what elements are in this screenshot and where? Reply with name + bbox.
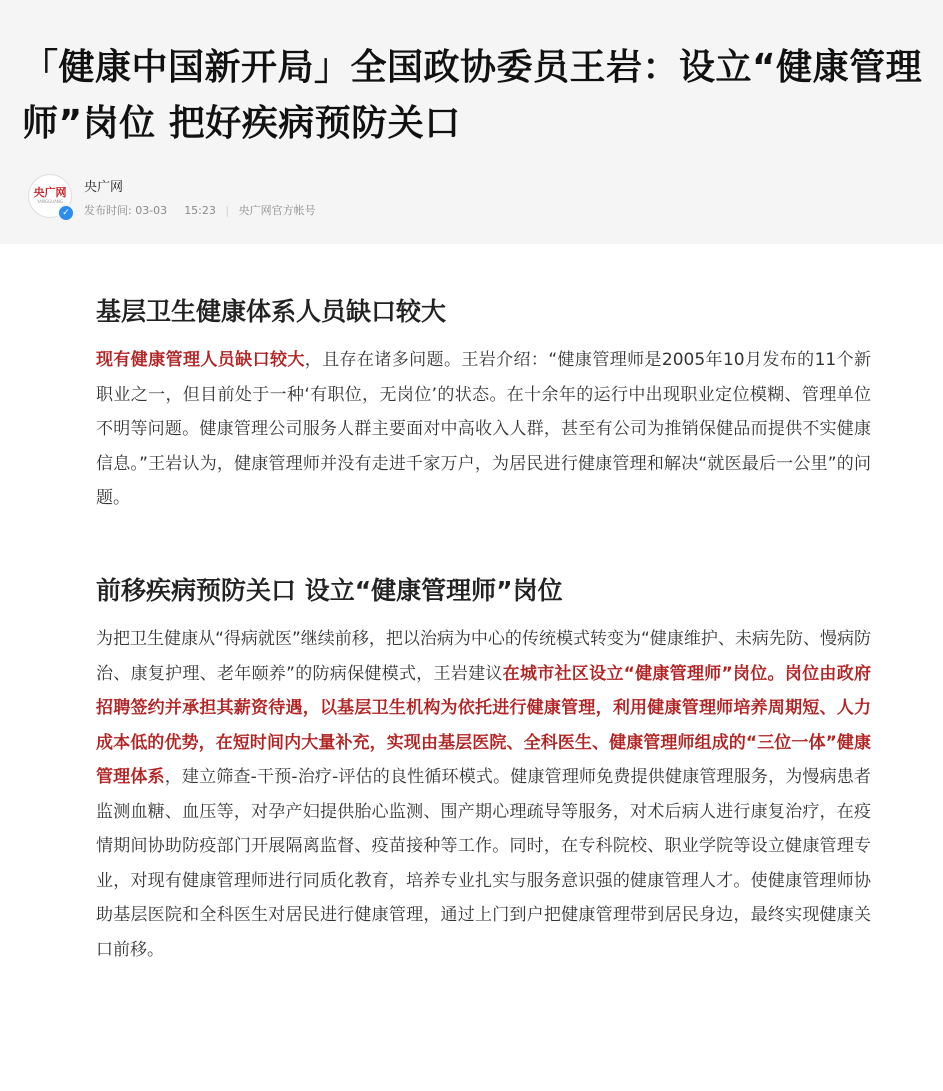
verified-check-icon: ✓ — [57, 204, 75, 222]
publish-meta — [84, 202, 316, 218]
section-heading: 基层卫生健康体系人员缺口较大 — [96, 297, 447, 326]
highlight-text: 在城市社区设立“健康管理师”岗位。岗位由政府招聘签约并承担其薪资待遇，以基层卫生机构为依托进行健康管理，利用健康管理师培养周期短、人力成本低的优势，在短时间内大量补充，实现由基层医院、全科医生、健康管理师组成的“三位一体”健康管理体系 — [96, 663, 871, 787]
avatar-logo-text: 央广网 — [33, 186, 67, 199]
section-paragraph — [96, 343, 871, 516]
section-paragraph — [96, 622, 871, 967]
publish-date: 03-03 — [135, 204, 168, 217]
author-name[interactable]: 央广网 — [84, 180, 124, 195]
publish-time: 15:23 — [184, 204, 216, 217]
section-heading: 前移疾病预防关口 设立“健康管理师”岗位 — [96, 576, 563, 605]
highlight-text: 现有健康管理人员缺口较大 — [96, 350, 305, 370]
article-header — [0, 0, 943, 244]
article-title: 「健康中国新开局」全国政协委员王岩：设立“健康管理师”岗位 把好疾病预防关口 — [22, 47, 923, 144]
paragraph-text: ，建立筛查-干预-治疗-评估的良性循环模式。健康管理师免费提供健康管理服务，为慢病患者监测血糖、血压等，对孕产妇提供胎心监测、围产期心理疏导等服务，对术后病人进行康复治疗，在疫情期间协助防疫部门开展隔离监督、疫苗接种等工作。同时，在专科院校、职业学院等设立健康管理专业，对现有健康管理师进行同质化教育，培养专业扎实与服务意识强的健康管理人才。使健康管理师协助基层医院和全科医生对居民进行健康管理，通过上门到户把健康管理带到居民身边，最终实现健康关口前移。 — [96, 767, 871, 960]
author-row — [28, 172, 628, 222]
meta-divider: | — [225, 204, 230, 217]
paragraph-text: ，且存在诸多问题。王岩介绍：“健康管理师是2005年10月发布的11个新职业之一，但目前处于一种‘有职位，无岗位’的状态。在十余年的运行中出现职业定位模糊、管理单位不明等问题。健康管理公司服务人群主要面对中高收入人群，甚至有公司为推销保健品而提供不实健康信息。”王岩认为，健康管理师并没有走进千家万户，为居民进行健康管理和解决“就医最后一公里”的问题。 — [96, 350, 871, 508]
account-label: 央广网官方帐号 — [238, 204, 316, 217]
paragraph-text: 为把卫生健康从“得病就医”继续前移，把以治病为中心的传统模式转变为“健康维护、未病先防、慢病防治、康复护理、老年颐养”的防病保健模式，王岩建议 — [96, 629, 871, 684]
publish-label: 发布时间: — [84, 204, 132, 217]
avatar-logo-subtext: YANGGUANG — [37, 199, 63, 204]
